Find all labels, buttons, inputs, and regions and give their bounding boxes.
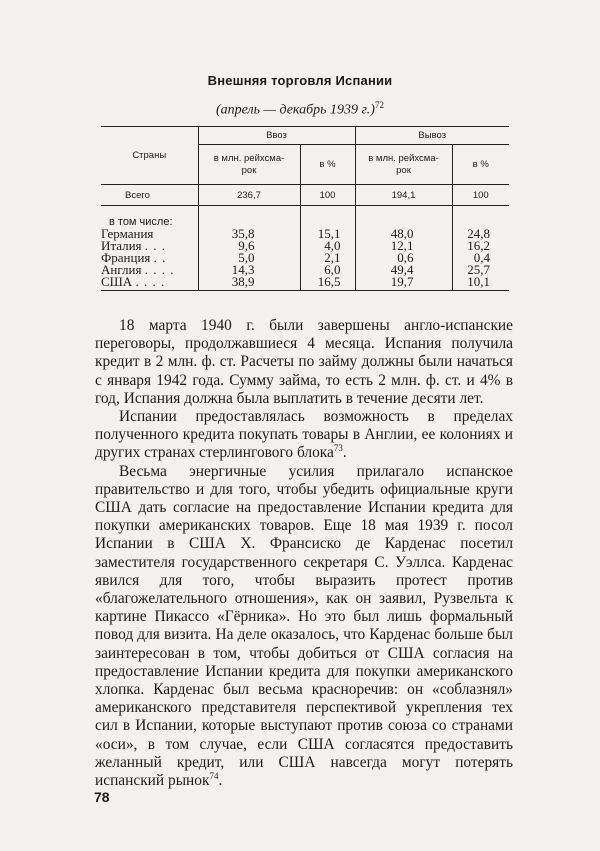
table-row: США . . . . [101, 274, 166, 289]
export-pct-column: 24,8 16,2 0,4 25,7 10,1 [452, 206, 509, 291]
table-title: Внешняя торговля Испании [207, 73, 393, 88]
paragraph: 18 марта 1940 г. были завершены англо-испанские переговоры, продолжавшиеся 4 месяца. Испания получила кредит в 2 млн. ф. ст. Расчеты по займу должны были начаться с января 1942 года. Сумму займа, то есть 2 млн. ф. ст. и 4% в год, Испания должна была выплатить в течение десяти лет. [95, 317, 513, 407]
total-import-value: 236,7 [198, 185, 300, 206]
country-column [101, 206, 198, 291]
footnote-ref: 72 [374, 100, 384, 110]
table-body [101, 206, 509, 291]
paragraph: Испании предоставлялась возможность в пределах полученного кредита покупать товары в Англии, ее колониях и других странах стерлингового блока$^{73}$. [95, 408, 513, 462]
table-subtitle: (апрель — декабрь 1939 г.)$^{72}$ [216, 100, 384, 118]
col-header-import-value: в млн. рейхсма- рок [198, 145, 300, 185]
table-row: Франция . . [101, 250, 167, 265]
total-import-pct: 100 [300, 185, 355, 206]
import-pct-column: 15,1 4,0 2,1 6,0 16,5 [300, 206, 355, 291]
table-row-total [101, 185, 509, 206]
table-row: Италия . . . [101, 238, 167, 253]
total-label: Всего [101, 185, 198, 206]
col-header-import: Ввоз [198, 127, 355, 145]
col-header-country: Страны [101, 127, 198, 185]
trade-table [101, 126, 509, 291]
footnote-ref: 73 [333, 443, 343, 454]
total-export-value: 194,1 [355, 185, 452, 206]
body-text [95, 317, 513, 790]
footnote-ref: 74 [209, 770, 219, 781]
table-row: Германия [101, 226, 154, 241]
including-label: в том числе: [109, 216, 173, 228]
paragraph: Весьма энергичные усилия прилагало испанское правительство и для того, чтобы убедить официальные круги США дать согласие на предоставление Испании кредита для покупки американских товаров. Еще 18 мая 1939 г. посол Испании в США Х. Франсиско де Карденас посетил заместителя государственного секретаря С. Уэллса. Карденас явился для того, чтобы выразить протест против «благожелательного отношения», как он заявил, Рузвельта к картине Пикассо «Гёрника». Но это был лишь формальный повод для визита. На деле оказалось, что Карденас больше был заинтересован в том, чтобы добиться от США согласия на предоставление Испании кредита для покупки американского хлопка. Карденас был весьма красноречив: он «соблазнял» американского представителя перспективой укрепления тех сил в Испании, которые выступают против союза со странами «оси», в том случае, если США согласятся предоставить желанный кредит, или США навсегда могут потерять испанский рынок$^{74}$. [95, 462, 513, 790]
col-header-export-value: в млн. рейхсма- рок [355, 145, 452, 185]
col-header-export-percent: в % [452, 145, 509, 185]
export-value-column: 48,0 12,1 0,6 49,4 19,7 [355, 206, 452, 291]
table-row: Англия . . . . [101, 262, 175, 277]
col-header-export: Вывоз [355, 127, 509, 145]
total-export-pct: 100 [452, 185, 509, 206]
col-header-import-percent: в % [300, 145, 355, 185]
page-number: 78 [94, 789, 110, 805]
import-value-column: 35,8 9,6 5,0 14,3 38,9 [198, 206, 300, 291]
